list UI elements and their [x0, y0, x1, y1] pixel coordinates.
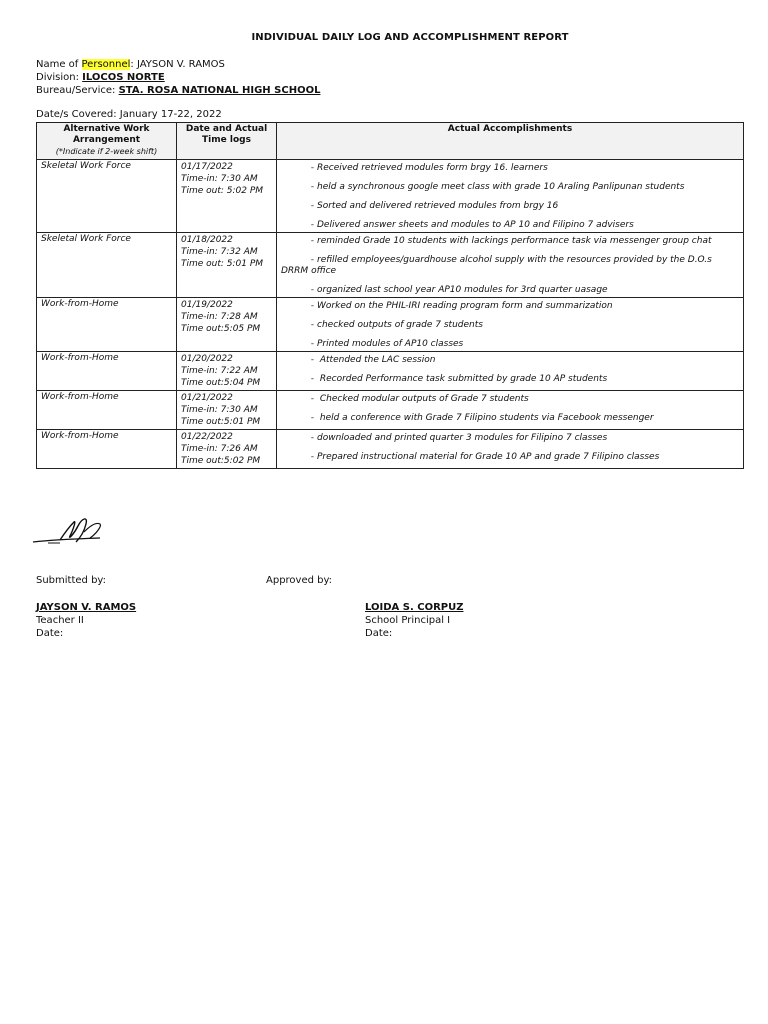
approver-date: Date: — [365, 628, 393, 639]
accomplishments-cell — [277, 352, 744, 391]
list-item — [281, 182, 739, 193]
submitter-date: Date: — [36, 628, 64, 639]
time-log-cell — [177, 233, 277, 298]
time-log-date: 01/18/2022 — [181, 235, 233, 245]
header-arrangement: Alternative Work Arrangement (*Indicate if 2-week shift) — [37, 123, 177, 160]
accomplishment-text: Received retrieved modules form brgy 16. learners — [317, 163, 548, 173]
bullet-dash: - — [310, 320, 314, 330]
submitted-by-label: Submitted by: — [36, 575, 106, 586]
name-label: Name of — [36, 59, 82, 70]
submitter-position: Teacher II — [36, 615, 84, 626]
arrangement-cell: Work-from-Home — [37, 430, 177, 469]
list-item — [281, 301, 739, 312]
table-row — [37, 352, 744, 391]
list-item — [281, 255, 739, 277]
header-date-time: Date and Actual Time logs — [177, 123, 277, 160]
accomplishment-text: refilled employees/guardhouse alcohol supply with the resources provided by the D.O.s DRRM office — [281, 255, 712, 276]
list-item — [281, 201, 739, 212]
bullet-dash: - — [310, 163, 314, 173]
accomplishment-text: held a conference with Grade 7 Filipino students via Facebook messenger — [317, 413, 654, 423]
arrangement-cell: Skeletal Work Force — [37, 233, 177, 298]
time-log-time-out: Time out:5:01 PM — [181, 417, 261, 427]
name-label-suffix: : — [130, 59, 137, 70]
division-label: Division: — [36, 72, 83, 83]
time-log-time-in: Time-in: 7:22 AM — [181, 366, 258, 376]
approved-by-label: Approved by: — [266, 575, 333, 586]
accomplishment-text: Checked modular outputs of Grade 7 students — [317, 394, 529, 404]
table-row — [37, 160, 744, 233]
division-value: ILOCOS NORTE — [82, 72, 165, 83]
submitter-name: JAYSON V. RAMOS — [36, 602, 137, 613]
bullet-dash: - — [310, 452, 314, 462]
time-log-time-out: Time out: 5:01 PM — [181, 259, 264, 269]
time-log-time-in: Time-in: 7:30 AM — [181, 405, 258, 415]
accomplishments-cell — [277, 298, 744, 352]
accomplishments-cell — [277, 233, 744, 298]
table-row — [37, 233, 744, 298]
time-log-time-out: Time out:5:04 PM — [181, 378, 261, 388]
arrangement-cell: Work-from-Home — [37, 391, 177, 430]
list-item — [281, 452, 739, 463]
bullet-dash: - — [310, 285, 314, 295]
header-accomplishments: Actual Accomplishments — [277, 123, 744, 160]
submitter-block — [36, 601, 136, 640]
time-log-time-out: Time out: 5:02 PM — [181, 186, 264, 196]
approver-name: LOIDA S. CORPUZ — [365, 602, 464, 613]
bullet-dash: - — [310, 182, 314, 192]
table-row — [37, 430, 744, 469]
time-log-time-in: Time-in: 7:32 AM — [181, 247, 258, 257]
name-row — [36, 58, 320, 71]
time-log-cell — [177, 391, 277, 430]
division-row — [36, 71, 320, 84]
accomplishment-text: Attended the LAC session — [317, 355, 436, 365]
accomplishment-text: Worked on the PHIL-IRI reading program form and summarization — [317, 301, 613, 311]
header-arrangement-note: (*Indicate if 2-week shift) — [55, 147, 158, 156]
time-log-cell — [177, 430, 277, 469]
accomplishment-text: organized last school year AP10 modules for 3rd quarter uasage — [317, 285, 608, 295]
bullet-dash: - — [310, 220, 314, 230]
time-log-date: 01/17/2022 — [181, 162, 233, 172]
accomplishment-text: Sorted and delivered retrieved modules from brgy 16 — [317, 201, 559, 211]
time-log-date: 01/22/2022 — [181, 432, 233, 442]
name-label-highlight: Personnel — [81, 59, 131, 70]
bullet-dash: - — [310, 236, 314, 246]
approver-position: School Principal I — [365, 615, 451, 626]
time-log-time-out: Time out:5:05 PM — [181, 324, 261, 334]
list-item — [281, 394, 739, 405]
time-log-date: 01/21/2022 — [181, 393, 233, 403]
time-log-date: 01/19/2022 — [181, 300, 233, 310]
bureau-row — [36, 84, 320, 97]
accomplishment-text: checked outputs of grade 7 students — [317, 320, 483, 330]
time-log-time-in: Time-in: 7:28 AM — [181, 312, 258, 322]
bureau-label: Bureau/Service: — [36, 85, 119, 96]
approver-block — [365, 601, 463, 640]
personnel-header — [36, 58, 320, 97]
list-item — [281, 413, 739, 424]
accomplishment-text: Delivered answer sheets and modules to AP 10 and Filipino 7 advisers — [317, 220, 634, 230]
list-item — [281, 163, 739, 174]
time-log-date: 01/20/2022 — [181, 354, 233, 364]
list-item — [281, 285, 739, 296]
list-item — [281, 220, 739, 231]
list-item — [281, 320, 739, 331]
accomplishment-text: held a synchronous google meet class with grade 10 Araling Panlipunan students — [317, 182, 685, 192]
accomplishment-text: Printed modules of AP10 classes — [317, 339, 464, 349]
time-log-time-in: Time-in: 7:30 AM — [181, 174, 258, 184]
arrangement-cell: Skeletal Work Force — [37, 160, 177, 233]
accomplishment-table — [36, 122, 744, 469]
bureau-value: STA. ROSA NATIONAL HIGH SCHOOL — [118, 85, 321, 96]
bullet-dash: - — [310, 355, 314, 365]
bullet-dash: - — [310, 433, 314, 443]
arrangement-cell: Work-from-Home — [37, 352, 177, 391]
accomplishment-text: Recorded Performance task submitted by grade 10 AP students — [317, 374, 608, 384]
name-value: JAYSON V. RAMOS — [136, 59, 225, 70]
list-item — [281, 355, 739, 366]
table-body — [37, 160, 744, 469]
table-row — [37, 391, 744, 430]
time-log-time-in: Time-in: 7:26 AM — [181, 444, 258, 454]
table-header-row — [37, 123, 744, 160]
time-log-time-out: Time out:5:02 PM — [181, 456, 261, 466]
bullet-dash: - — [310, 201, 314, 211]
time-log-cell — [177, 160, 277, 233]
bullet-dash: - — [310, 394, 314, 404]
accomplishment-text: downloaded and printed quarter 3 modules for Filipino 7 classes — [317, 433, 608, 443]
bullet-dash: - — [310, 301, 314, 311]
signature-image — [30, 512, 110, 548]
time-log-cell — [177, 352, 277, 391]
bullet-dash: - — [310, 339, 314, 349]
list-item — [281, 433, 739, 444]
dates-covered: Date/s Covered: January 17-22, 2022 — [36, 109, 222, 120]
arrangement-cell: Work-from-Home — [37, 298, 177, 352]
accomplishments-cell — [277, 430, 744, 469]
accomplishment-text: reminded Grade 10 students with lackings performance task via messenger group chat — [317, 236, 712, 246]
report-title: INDIVIDUAL DAILY LOG AND ACCOMPLISHMENT REPORT — [251, 32, 569, 43]
bullet-dash: - — [310, 413, 314, 423]
accomplishments-cell — [277, 160, 744, 233]
table-row — [37, 298, 744, 352]
bullet-dash: - — [310, 255, 314, 265]
accomplishments-cell — [277, 391, 744, 430]
list-item — [281, 339, 739, 350]
time-log-cell — [177, 298, 277, 352]
list-item — [281, 374, 739, 385]
list-item — [281, 236, 739, 247]
bullet-dash: - — [310, 374, 314, 384]
accomplishment-text: Prepared instructional material for Grade 10 AP and grade 7 Filipino classes — [317, 452, 660, 462]
